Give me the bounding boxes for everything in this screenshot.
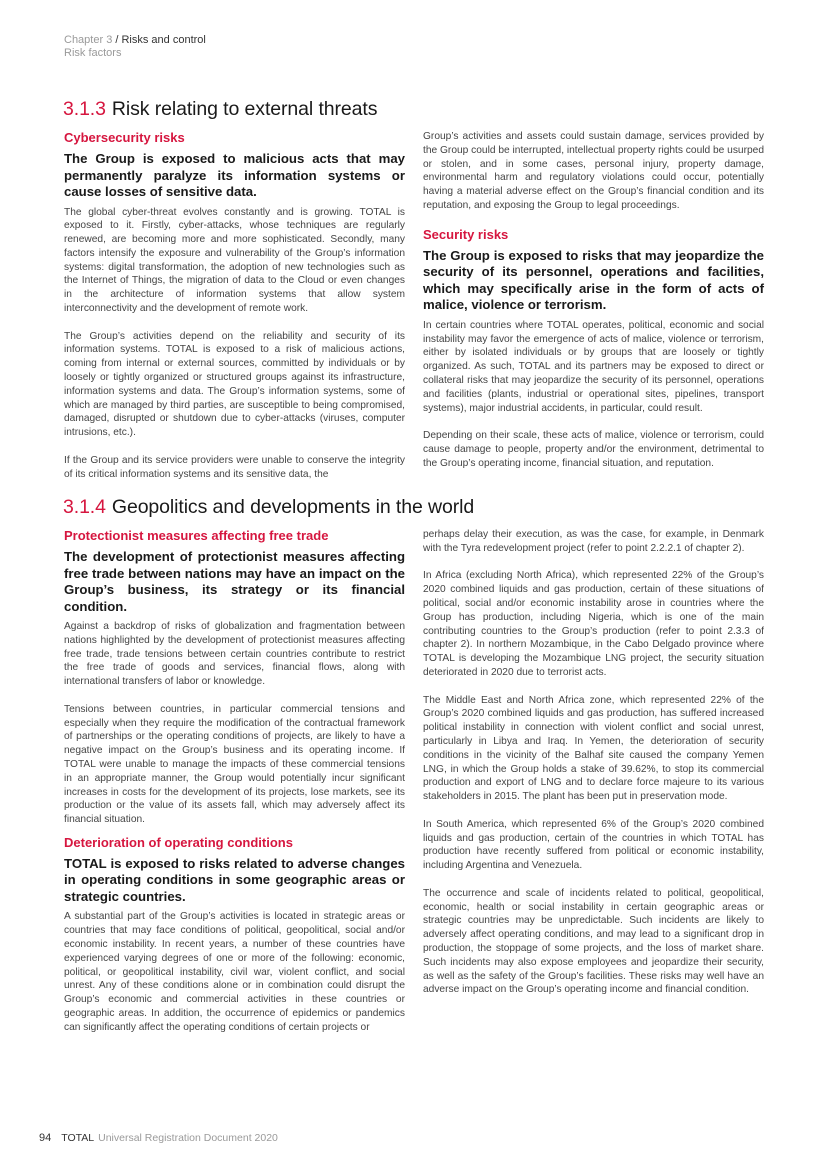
lead-statement: The development of protectionist measures affecting free trade between nations may have an impact on the Group’s business, its strategy or its financial condition. (64, 549, 405, 614)
paragraph: If the Group and its service providers were unable to conserve the integrity of its critical information systems and its sensitive data, the (64, 454, 405, 480)
column-left-3-1-4 (64, 528, 405, 1048)
subheading-protectionist-measures: Protectionist measures affecting free trade (64, 528, 329, 543)
paragraph: In South America, which represented 6% of the Group’s 2020 combined liquids and gas production, certain of the countries in which TOTAL has production have recently suffered from political or economic instability, including Argentina and Venezuela. (423, 818, 764, 872)
paragraph: Against a backdrop of risks of globalization and fragmentation between nations highlighted by the development of protectionist measures affecting free trade, trade tensions between certain countries contribute to restrict the free trade of goods and services, financial flows, along with international transfers of labor or knowledge. (64, 621, 405, 688)
section-title: Risk relating to external threats (111, 98, 378, 120)
paragraph-continuation: Group’s activities and assets could sustain damage, services provided by the Group could be interrupted, intellectual property rights could be usurped or stolen, and in some cases, personal injury, property damage, environmental harm and regulatory violations could occur, potentially having a material adverse effect on the Group’s financial condition and its reputation, and exposing the Group to legal proceedings. (423, 131, 764, 211)
lead-statement: TOTAL is exposed to risks related to adverse changes in operating conditions in some geographic areas or strategic countries. (64, 855, 405, 904)
page-footer (39, 1132, 278, 1144)
chapter-label: Chapter 3 (64, 34, 113, 46)
section-number: 3.1.4 (63, 496, 106, 518)
paragraph: The occurrence and scale of incidents related to political, geopolitical, economic, health or social instability in certain geographic areas or strategic countries may be unpredictable. Such incidents are likely to adversely affect operating conditions, and may lead to a significant drop in production, the stoppage of some projects, and the loss of market share. Such incidents may also expose employees and jeopardize their security, as well as the safety of the Group’s facilities. These risks may well have an adverse impact on the Group’s operating income and financial condition. (423, 887, 764, 996)
column-left-3-1-3 (64, 130, 405, 495)
paragraph: Tensions between countries, in particular commercial tensions and especially when they require the modification of the contractual framework of partnerships or the operating conditions of projects, are likely to have a negative impact on the Group’s business and its operating income. If TOTAL were unable to manage the impacts of these commercial tensions in an appropriate manner, the Group would potentially incur significant increases in costs for the development of its projects, lose markets, see its production or the value of its assets fall, which may adversely affect its financial situation. (64, 703, 405, 826)
paragraph: A substantial part of the Group’s activities is located in strategic areas or countries that may face conditions of political, geopolitical, social and/or economic instability. In recent years, a number of these countries have experienced varying degrees of one or more of the following: economic, political, or geopolitical instability, civil war, violent conflict, and social unrest. Any of these conditions alone or in combination could disrupt the Group’s economic and commercial activities in these countries or geographic areas. In addition, the occurrence of epidemics or pandemics can significantly affect the operating conditions of certain projects or (64, 911, 405, 1033)
section-title: Geopolitics and developments in the world (111, 496, 475, 518)
lead-statement: The Group is exposed to risks that may jeopardize the security of its personnel, operations and facilities, which may specifically arise in the form of acts of malice, violence or terrorism. (423, 247, 764, 313)
subsection-label: Risk factors (64, 47, 122, 59)
paragraph: perhaps delay their execution, as was the case, for example, in Denmark with the Tyra redevelopment project (refer to point 2.2.2.1 of chapter 2). (423, 529, 764, 554)
paragraph: Depending on their scale, these acts of malice, violence or terrorism, could cause damage to people, property and/or the environment, detrimental to the Group’s operating income, financial situation, and reputation. (423, 430, 764, 469)
paragraph: The Group’s activities depend on the reliability and security of its information systems. TOTAL is exposed to a risk of malicious actions, coming from internal or external sources, committed by individuals or by loosely or tightly organized or structured groups against its infrastructure, information systems and data. The Group’s information systems, some of which are managed by third parties, are susceptible to being compromised, damaged, disrupted or shutdown due to cyber-attacks (viruses, computer intrusions, etc.). (64, 330, 405, 439)
lead-statement: The Group is exposed to malicious acts that may permanently paralyze its information systems or cause losses of sensitive data. (64, 151, 405, 199)
subheading-operating-conditions: Deterioration of operating conditions (64, 834, 293, 850)
section-number: 3.1.3 (63, 98, 106, 120)
column-right-3-1-3 (423, 130, 764, 484)
section-heading-3-1-3 (63, 98, 377, 121)
section-heading-3-1-4 (63, 496, 474, 519)
paragraph: The Middle East and North Africa zone, which represented 22% of the Group’s 2020 combined liquids and gas production, has suffered increased political instability in connection with violent conflict and social unrest, particularly in Libya and Iraq. In Yemen, the deterioration of security conditions in the vicinity of the Balhaf site caused the company Yemen LNG, in which the Group holds a stake of 39.62%, to stop its commercial production and export of LNG and to declare force majeure to its various stakeholders in 2015. The plant has been put in preservation mode. (423, 694, 764, 803)
running-header (64, 34, 206, 60)
subheading-cybersecurity: Cybersecurity risks (64, 130, 185, 145)
column-right-3-1-4 (423, 528, 764, 1011)
section-label: Risks and control (121, 34, 206, 46)
page-number: 94 (39, 1132, 52, 1144)
brand-name: TOTAL (61, 1132, 95, 1144)
document-title: Universal Registration Document 2020 (98, 1132, 278, 1144)
paragraph: In certain countries where TOTAL operates, political, economic and social instability may favor the emergence of acts of malice, violence or terrorism, either by isolated individuals or by groups that are loosely or tightly organized. As such, TOTAL and its partners may be exposed to direct or collateral risks that may jeopardize the security of its personnel, operations and facilities (plants, industrial or operational sites, pipelines, transport systems), major industrial accidents, in particular, could result. (423, 319, 764, 414)
subheading-security-risks: Security risks (423, 226, 509, 242)
breadcrumb (64, 34, 206, 47)
breadcrumb-separator: / (112, 34, 122, 46)
paragraph: The global cyber-threat evolves constantly and is growing. TOTAL is exposed to it. Firstly, cyber-attacks, whose techniques are regularly renewed, are becoming more and more sophisticated. Secondly, many factors intensify the exposure and vulnerability of the Group’s information systems: digital transformation, the adoption of new technologies such as the Internet of Things, the migration of data to the Cloud or even changes in the architecture of information systems that allow system interconnectivity and the development of remote work. (64, 206, 405, 315)
paragraph: In Africa (excluding North Africa), which represented 22% of the Group’s 2020 combined liquids and gas production, certain of these situations of political, social and/or economic instability arose in countries where the Group has production, including Nigeria, which is one of the main contributing countries to the Group’s production (refer to point 2.3.3 of chapter 2). In northern Mozambique, in the Cabo Delgado province where TOTAL is developing the Mozambique LNG project, the security situation deteriorated in 2020 due to terrorist acts. (423, 570, 764, 678)
